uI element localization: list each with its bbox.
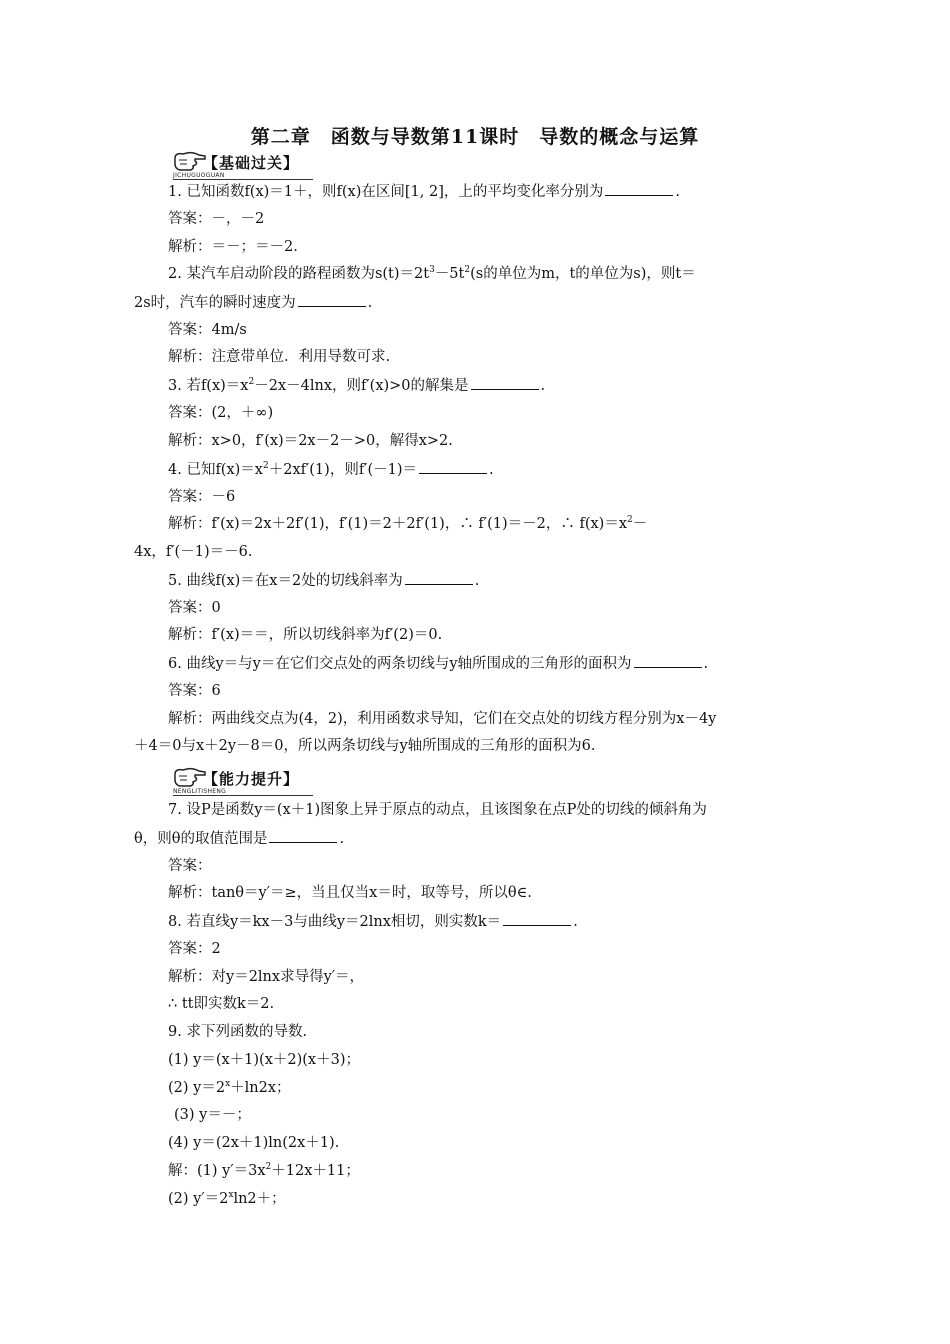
question-9-part-3: (3) y＝－； bbox=[174, 1107, 251, 1123]
answer-blank bbox=[605, 181, 673, 196]
analysis-5: 解析：f′(x)＝＝，所以切线斜率为f′(2)＝0. bbox=[168, 627, 443, 643]
answer-blank bbox=[419, 459, 487, 474]
analysis-7: 解析：tanθ＝y′＝≥，当且仅当x＝时，取等号，所以θ∈. bbox=[168, 885, 532, 901]
question-3: 3. 若$f(x)=x^2-2x-4\ln x$，则f′(x)>0的解集是 . bbox=[168, 377, 546, 394]
solution-9-part-2: (2) $y'=2^x\ln 2+$； bbox=[168, 1190, 286, 1207]
section-sub-label: JICHUGUOGUAN bbox=[173, 172, 225, 179]
page-title: 第二章 函数与导数第11课时 导数的概念与运算 bbox=[250, 126, 700, 148]
analysis-8-cont: ∴ tt即实数k＝2. bbox=[168, 996, 275, 1012]
section-rule bbox=[173, 795, 313, 796]
section-header-basic bbox=[173, 150, 373, 180]
analysis-2: 解析：注意带单位．利用导数可求. bbox=[168, 349, 391, 365]
answer-3: 答案：(2，＋∞) bbox=[168, 405, 274, 421]
question-1: 1. 已知函数f(x)＝1＋，则f(x)在区间[1, 2]，上的平均变化率分别为 . bbox=[168, 181, 680, 202]
section-rule bbox=[173, 179, 313, 180]
analysis-4-cont: 4x，f′(－1)＝－6. bbox=[134, 544, 253, 560]
answer-8: 答案：2 bbox=[168, 941, 221, 957]
section-header-advanced bbox=[173, 766, 373, 796]
answer-blank bbox=[269, 828, 337, 843]
answer-4: 答案：－6 bbox=[168, 489, 236, 505]
answer-blank bbox=[634, 653, 702, 668]
question-7: 7. 设P是函数y＝(x＋1)图象上异于原点的动点，且该图象在点P处的切线的倾斜角为 bbox=[168, 802, 707, 818]
analysis-4: 解析：f′(x)＝2x＋2f′(1)，f′(1)＝2＋2f′(1)，∴ f′(1)＝－2，∴ $f(x)=x^2-$ bbox=[168, 515, 648, 532]
question-5: 5. 曲线f(x)＝在x＝2处的切线斜率为 . bbox=[168, 570, 479, 591]
pointing-hand-icon bbox=[173, 150, 207, 172]
answer-blank bbox=[471, 375, 539, 390]
section-label: 【基础过关】 bbox=[203, 154, 300, 172]
question-9: 9. 求下列函数的导数. bbox=[168, 1024, 308, 1040]
answer-7: 答案： bbox=[168, 858, 212, 874]
answer-blank bbox=[503, 911, 571, 926]
analysis-3: 解析：x>0，f′(x)＝2x－2－>0，解得x>2. bbox=[168, 433, 453, 449]
answer-blank bbox=[298, 292, 366, 307]
question-7-cont: θ，则θ的取值范围是 . bbox=[134, 828, 344, 849]
pointing-hand-icon bbox=[173, 766, 207, 788]
answer-5: 答案：0 bbox=[168, 600, 221, 616]
analysis-6: 解析：两曲线交点为(4，2)，利用函数求导知，它们在交点处的切线方程分别为x－4y bbox=[168, 711, 717, 727]
analysis-6-cont: ＋4＝0与x＋2y－8＝0，所以两条切线与y轴所围成的三角形的面积为6. bbox=[134, 738, 596, 754]
answer-6: 答案：6 bbox=[168, 683, 221, 699]
analysis-8: 解析：对y＝2lnx求导得y′＝， bbox=[168, 969, 365, 985]
question-9-part-4: (4) y＝(2x＋1)ln(2x＋1). bbox=[168, 1135, 340, 1151]
question-9-part-2: (2) $y=2^x+\ln 2x$； bbox=[168, 1079, 291, 1096]
section-label: 【能力提升】 bbox=[203, 770, 300, 788]
solution-9-part-1: 解：(1) $y'=3x^2+12x+11$； bbox=[168, 1162, 360, 1179]
section-sub-label: NENGLITISHENG bbox=[173, 788, 227, 795]
question-2-cont: 2s时，汽车的瞬时速度为 . bbox=[134, 292, 372, 313]
question-9-part-1: (1) y＝(x＋1)(x＋2)(x＋3)； bbox=[168, 1052, 360, 1068]
answer-2: 答案：4m/s bbox=[168, 322, 247, 338]
answer-blank bbox=[405, 570, 473, 585]
question-2: 2. 某汽车启动阶段的路程函数为$s(t)=2t^3-5t^2(s$的单位为m，t的单位为s)，则t＝ bbox=[168, 265, 696, 282]
question-6: 6. 曲线y＝与y＝在它们交点处的两条切线与y轴所围成的三角形的面积为 . bbox=[168, 653, 708, 674]
answer-1: 答案：－，－2 bbox=[168, 211, 265, 227]
question-8: 8. 若直线y＝kx－3与曲线y＝2lnx相切，则实数k＝ . bbox=[168, 911, 578, 932]
analysis-1: 解析：＝－；＝－2. bbox=[168, 239, 298, 255]
question-4: 4. 已知$f(x)=x^2+2xf'(1)$，则f′(－1)＝ . bbox=[168, 461, 494, 478]
